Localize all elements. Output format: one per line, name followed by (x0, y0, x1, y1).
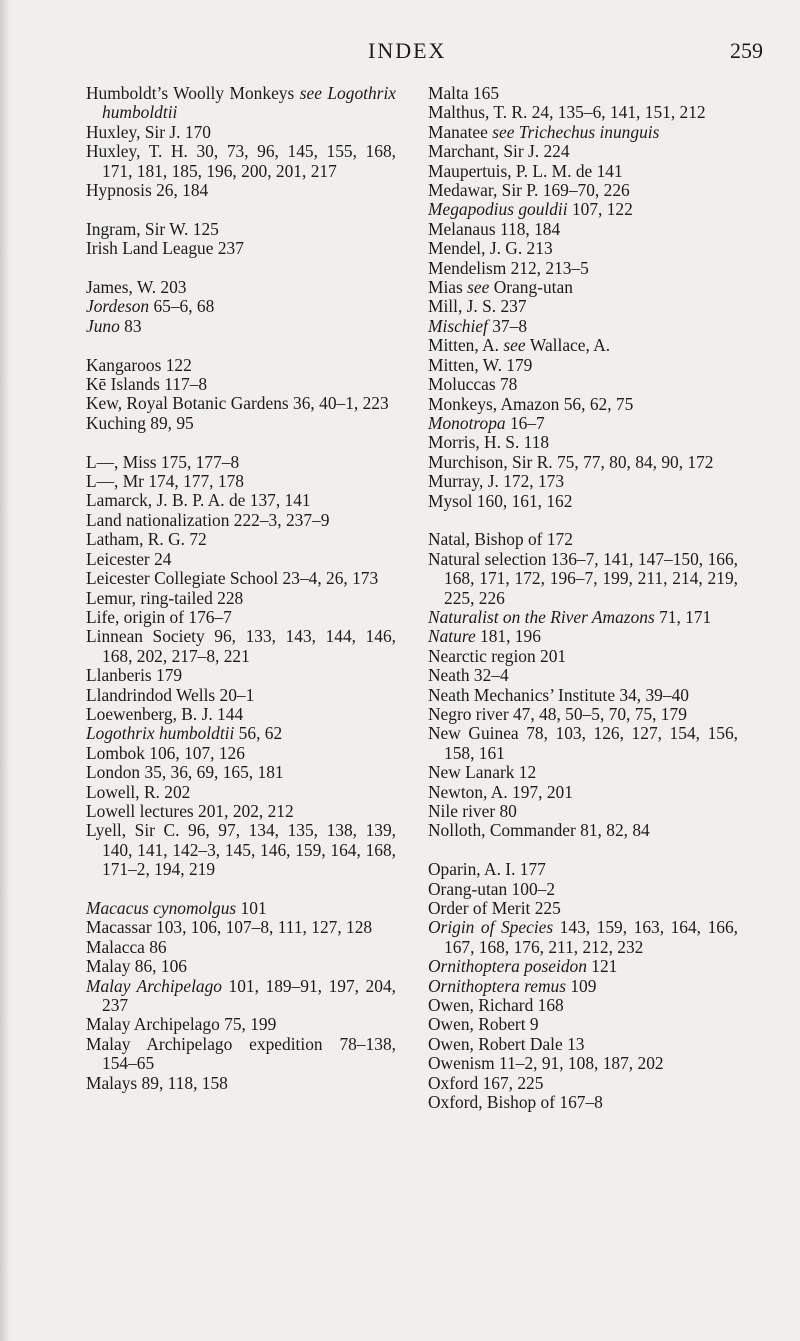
page-references: see Trichechus inunguis (487, 121, 660, 142)
page-references: 100–2 (507, 878, 556, 899)
index-entry (86, 783, 396, 802)
index-term: Kē Islands (86, 374, 160, 395)
page-references: 117–8 (159, 374, 208, 395)
page-references: 237 (496, 296, 527, 317)
index-entry (428, 259, 738, 278)
page-references: 122 (161, 354, 192, 375)
page-references: 32–4 (469, 665, 509, 686)
index-term: New Lanark (428, 762, 515, 783)
index-entry (86, 569, 396, 588)
page-references: 78, 103, 126, 127, 154, 156, 158, 161 (444, 723, 738, 763)
page-references: 12 (514, 762, 537, 783)
page-references: 11–2, 91, 108, 187, 202 (494, 1053, 664, 1074)
page-references: 24, 135–6, 141, 151, 212 (527, 102, 706, 123)
index-entry (86, 220, 396, 239)
index-entry (86, 142, 396, 181)
index-term: Llanberis (86, 665, 152, 686)
index-entry (86, 394, 396, 413)
page-references: 86, 106 (130, 956, 187, 977)
page-references: 13 (562, 1033, 585, 1054)
index-entry (428, 453, 738, 472)
index-term: Melanaus (428, 218, 496, 239)
index-entry (428, 996, 738, 1015)
page-references: 96, 97, 134, 135, 138, 139, 140, 141, 142–3, 145, 146, 159, 164, 168, 171–2, 194, 219 (102, 820, 397, 880)
page-references: 71, 171 (654, 606, 712, 627)
index-entry (428, 375, 738, 394)
index-term: Kuching (86, 412, 146, 433)
index-term: Mitten, W. (428, 354, 502, 375)
index-entry (428, 957, 738, 976)
index-entry (86, 627, 396, 666)
index-term: Medawar, Sir P. (428, 180, 539, 201)
index-entry (86, 278, 396, 297)
index-entry (86, 899, 396, 918)
index-term: Owen, Robert Dale (428, 1033, 563, 1054)
page-references: 225 (530, 898, 561, 919)
index-entry (86, 491, 396, 510)
index-term: Neath (428, 665, 470, 686)
index-term: Huxley, Sir J. (86, 121, 181, 142)
page-references: 80 (495, 801, 517, 822)
index-term: Murray, J. (428, 471, 499, 492)
index-entry (86, 453, 396, 472)
index-term: Neath Mechanics’ Institute (428, 684, 616, 705)
index-term: Nile river (428, 801, 496, 822)
page-references: 172, 173 (498, 471, 565, 492)
page-references: 175, 177–8 (156, 451, 240, 472)
index-term: Lowell lectures (86, 800, 194, 821)
index-term: Mitten, A. (428, 335, 500, 356)
index-entry (86, 763, 396, 782)
letter-section-gap (86, 200, 396, 219)
index-entry (428, 433, 738, 452)
index-entry (428, 317, 738, 336)
index-term: Ornithoptera remus (428, 975, 566, 996)
page-references: 143, 159, 163, 164, 166, 167, 168, 176, 211, 212, 232 (444, 917, 739, 957)
index-entry (428, 1054, 738, 1073)
page-references: 125 (188, 218, 219, 239)
index-term: Leicester Collegiate School (86, 568, 279, 589)
index-term: Malacca (86, 936, 145, 957)
index-term: Malay Archipelago (86, 975, 222, 996)
page-references: 201, 202, 212 (193, 800, 294, 821)
index-entry (428, 1015, 738, 1034)
index-entry (428, 763, 738, 782)
index-term: Monotropa (428, 412, 506, 433)
index-term: Malay Archipelago expedition (86, 1033, 323, 1054)
index-term: Morris, H. S. (428, 432, 520, 453)
index-term: Marchant, Sir J. (428, 141, 540, 162)
page-references: 144 (212, 703, 244, 724)
page-references: 202 (159, 781, 191, 802)
page-references: 106, 107, 126 (144, 742, 245, 763)
index-entry (428, 860, 738, 879)
index-term: Owenism (428, 1053, 495, 1074)
index-entry (86, 375, 396, 394)
index-entry (428, 918, 738, 957)
index-term: Manatee (428, 121, 488, 142)
index-entry (86, 957, 396, 976)
index-entry (428, 239, 738, 258)
index-entry (428, 336, 738, 355)
index-entry (428, 783, 738, 802)
index-term: Natural selection (428, 548, 547, 569)
index-term: Mischief (428, 315, 488, 336)
index-term: Lyell, Sir C. (86, 820, 180, 841)
running-header (0, 38, 800, 78)
index-entry (86, 181, 396, 200)
index-entry (86, 821, 396, 879)
page-references: 107, 122 (567, 199, 633, 220)
page-references: see Orang-utan (462, 277, 573, 298)
index-column-right (428, 84, 738, 1113)
index-entry (428, 627, 738, 646)
page-references: 36, 40–1, 223 (288, 393, 389, 414)
page-references: 168 (533, 995, 564, 1016)
index-term: Lowell, R. (86, 781, 160, 802)
index-term: Jordeson (86, 296, 150, 317)
index-term: Lamarck, J. B. P. A. de (86, 490, 246, 511)
index-entry (86, 511, 396, 530)
page-references: 118 (519, 432, 550, 453)
index-term: Juno (86, 315, 120, 336)
index-entry (428, 977, 738, 996)
index-term: Oxford, Bishop of (428, 1092, 556, 1113)
index-entry (86, 589, 396, 608)
page-references: 83 (119, 315, 142, 336)
index-term: Mill, J. S. (428, 296, 497, 317)
page-references: 176–7 (184, 606, 232, 627)
index-entry (86, 686, 396, 705)
page-references: 118, 184 (495, 218, 561, 239)
page-references: 165 (468, 83, 500, 103)
index-term: Order of Merit (428, 898, 531, 919)
index-entry (86, 802, 396, 821)
index-entry (428, 666, 738, 685)
index-entry (86, 530, 396, 549)
index-term: Irish Land League (86, 238, 214, 259)
page-references: 201 (535, 645, 567, 666)
page-references: 20–1 (215, 684, 255, 705)
index-entry (428, 278, 738, 297)
index-term: L—, Mr (86, 471, 144, 492)
page-references: 56, 62, 75 (559, 393, 634, 414)
index-entry (428, 1035, 738, 1054)
index-entry (428, 472, 738, 491)
page-references: 197, 201 (507, 781, 573, 802)
page-references: 121 (586, 956, 618, 977)
index-term: Kangaroos (86, 354, 162, 375)
index-term: Nearctic region (428, 645, 536, 666)
page-references: 16–7 (505, 412, 545, 433)
index-entry (428, 880, 738, 899)
page-references: 137, 141 (245, 490, 311, 511)
index-term: James, W. (86, 277, 157, 298)
index-term: Maupertuis, P. L. M. de (428, 160, 593, 181)
index-entry (428, 414, 738, 433)
page-references: 212, 213–5 (506, 257, 589, 278)
page-references: 47, 48, 50–5, 70, 75, 179 (508, 703, 687, 724)
index-entry (428, 802, 738, 821)
index-entry (86, 1074, 396, 1093)
index-entry (428, 142, 738, 161)
index-entry (86, 1035, 396, 1074)
index-entry (86, 297, 396, 316)
page-references: 34, 39–40 (615, 684, 689, 705)
index-term: Life, origin of (86, 606, 185, 627)
index-term: Ornithoptera poseidon (428, 956, 587, 977)
index-entry (86, 705, 396, 724)
page-references: 30, 73, 96, 145, 155, 168, 171, 181, 185, 196, 200, 201, 217 (102, 141, 396, 181)
index-term: Lombok (86, 742, 145, 763)
page-references: 160, 161, 162 (472, 490, 573, 511)
index-entry (428, 297, 738, 316)
index-entry (428, 550, 738, 608)
index-entry (86, 977, 396, 1016)
page-references: 103, 106, 107–8, 111, 127, 128 (151, 917, 373, 938)
page-references: 228 (212, 587, 244, 608)
index-entry (428, 220, 738, 239)
index-term: Leicester (86, 548, 150, 569)
running-title: INDEX (368, 38, 447, 63)
letter-section-gap (86, 259, 396, 278)
page-references: 174, 177, 178 (143, 471, 244, 492)
index-term: Malay Archipelago (86, 1014, 220, 1035)
index-entry (428, 103, 738, 122)
index-entry (86, 918, 396, 937)
page-references: 179 (151, 665, 183, 686)
page-references: 89, 118, 158 (137, 1072, 228, 1093)
page-references: 65–6, 68 (149, 296, 215, 317)
page-references: 56, 62 (234, 723, 283, 744)
index-term: Latham, R. G. (86, 529, 186, 550)
page-references: 78–138, 154–65 (102, 1033, 396, 1074)
index-term: Mysol (428, 490, 473, 511)
page-references: 172 (542, 529, 573, 550)
index-term: Loewenberg, B. J. (86, 703, 213, 724)
index-term: Murchison, Sir R. (428, 451, 553, 472)
page-references: 101, 189–91, 197, 204, 237 (102, 975, 396, 1016)
index-term: Mias (428, 277, 463, 298)
index-term: Malta (428, 83, 469, 103)
index-term: Mendelism (428, 257, 507, 278)
index-term: Macassar (86, 917, 152, 938)
index-term: London (86, 762, 141, 783)
index-term: Malay (86, 956, 131, 977)
page-references: 96, 133, 143, 144, 146, 168, 202, 217–8, 221 (102, 626, 396, 666)
page-references: 136–7, 141, 147–150, 166, 168, 171, 172, 196–7, 199, 211, 214, 219, 225, 226 (444, 548, 738, 608)
page-references: 177 (515, 859, 546, 880)
index-entry (86, 472, 396, 491)
index-entry (428, 1093, 738, 1112)
index-term: Negro river (428, 703, 509, 724)
index-term: Oparin, A. I. (428, 859, 516, 880)
index-entry (86, 744, 396, 763)
page-references: 72 (185, 529, 207, 550)
page-references: 78 (495, 374, 518, 395)
page-references: 109 (566, 975, 597, 996)
page-references: 75, 77, 80, 84, 90, 172 (552, 451, 714, 472)
index-entry (86, 608, 396, 627)
index-entry (86, 666, 396, 685)
page-references: 35, 36, 69, 165, 181 (140, 762, 284, 783)
page-references: 141 (592, 160, 623, 181)
index-entry (428, 899, 738, 918)
page-references: 222–3, 237–9 (229, 509, 330, 530)
index-entry (428, 647, 738, 666)
page-references: 23–4, 26, 173 (278, 568, 379, 589)
index-entry (86, 356, 396, 375)
index-term: L—, Miss (86, 451, 157, 472)
page-references: 89, 95 (145, 412, 194, 433)
index-term: Malays (86, 1072, 138, 1093)
page-edge-shadow (0, 0, 12, 1341)
index-term: Malthus, T. R. (428, 102, 528, 123)
index-entry (428, 123, 738, 142)
index-entry (428, 181, 738, 200)
index-entry (428, 492, 738, 511)
page-references: 26, 184 (151, 180, 209, 201)
index-term: Llandrindod Wells (86, 684, 216, 705)
page-references: 37–8 (487, 315, 528, 336)
page-references: see Logothrix humboldtii (102, 83, 396, 123)
page-references: 203 (156, 277, 187, 298)
index-entry (428, 395, 738, 414)
index-term: Orang-utan (428, 878, 508, 899)
page-references: 101 (236, 897, 267, 918)
index-entry (428, 530, 738, 549)
index-term: Ingram, Sir W. (86, 218, 189, 239)
page-references: 167–8 (555, 1092, 603, 1113)
index-term: Nolloth, Commander (428, 820, 576, 841)
index-entry (428, 608, 738, 627)
index-entry (86, 550, 396, 569)
index-term: Macacus cynomolgus (86, 897, 237, 918)
index-term: Origin of Species (428, 917, 554, 938)
index-term: Land nationalization (86, 509, 230, 530)
index-term: Kew, Royal Botanic Gardens (86, 393, 289, 414)
index-term: Mendel, J. G. (428, 238, 523, 259)
index-term: Nature (428, 626, 476, 647)
index-entry (428, 200, 738, 219)
index-term: Hypnosis (86, 180, 152, 201)
letter-section-gap (86, 433, 396, 452)
index-entry (428, 84, 738, 103)
index-term: Naturalist on the River Amazons (428, 606, 655, 627)
index-term: Lemur, ring-tailed (86, 587, 213, 608)
index-term: Newton, A. (428, 781, 508, 802)
page-references: 167, 225 (478, 1072, 544, 1093)
index-entry (86, 938, 396, 957)
index-entry (86, 84, 396, 123)
index-term: Humboldt’s Woolly Monkeys (86, 83, 295, 103)
index-term: Oxford (428, 1072, 479, 1093)
page-references: 86 (144, 936, 167, 957)
index-entry (428, 724, 738, 763)
letter-section-gap (86, 880, 396, 899)
page-references: 24 (149, 548, 172, 569)
index-term: Moluccas (428, 374, 496, 395)
page-references: 9 (525, 1014, 539, 1035)
index-entry (428, 686, 738, 705)
index-column-left (86, 84, 396, 1093)
index-term: Linnean Society (86, 626, 205, 647)
index-entry (86, 239, 396, 258)
letter-section-gap (428, 841, 738, 860)
page-references: 179 (501, 354, 533, 375)
index-entry (428, 162, 738, 181)
index-term: Owen, Richard (428, 995, 534, 1016)
index-term: Natal, Bishop of (428, 529, 543, 550)
page-references: see Wallace, A. (499, 335, 611, 356)
page-references: 169–70, 226 (538, 180, 630, 201)
index-term: New Guinea (428, 723, 519, 744)
index-term: Monkeys, Amazon (428, 393, 560, 414)
index-entry (86, 317, 396, 336)
index-term: Logothrix humboldtii (86, 723, 235, 744)
index-entry (86, 724, 396, 743)
index-entry (428, 705, 738, 724)
index-entry (428, 1074, 738, 1093)
index-entry (86, 1015, 396, 1034)
index-term: Megapodius gouldii (428, 199, 568, 220)
page-references: 170 (180, 121, 211, 142)
letter-section-gap (86, 336, 396, 355)
page-references: 237 (213, 238, 244, 259)
index-entry (86, 414, 396, 433)
page-number: 259 (730, 38, 763, 63)
index-entry (428, 821, 738, 840)
page-references: 213 (522, 238, 553, 259)
index-entry (428, 356, 738, 375)
page-references: 81, 82, 84 (575, 820, 650, 841)
index-term: Huxley, T. H. (86, 141, 188, 162)
letter-section-gap (428, 511, 738, 530)
index-entry (86, 123, 396, 142)
page-references: 75, 199 (219, 1014, 277, 1035)
index-term: Owen, Robert (428, 1014, 526, 1035)
page-references: 224 (539, 141, 570, 162)
page-references: 181, 196 (475, 626, 541, 647)
